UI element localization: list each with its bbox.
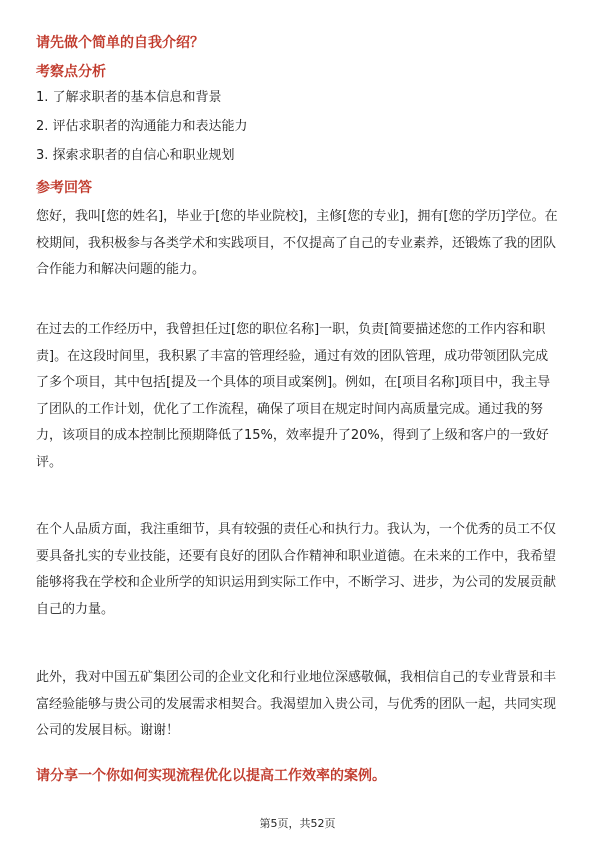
analysis-point: 1. 了解求职者的基本信息和背景 xyxy=(36,90,222,105)
next-question-heading: 请分享一个你如何实现流程优化以提高工作效率的案例。 xyxy=(36,768,386,784)
answer-paragraph: 在个人品质方面，我注重细节，具有较强的责任心和执行力。我认为，一个优秀的员工不仅要具备扎实的专业技能，还要有良好的团队合作精神和职业道德。在未来的工作中，我希望能够将我在学校和企业所学的知识运用到实际工作中，不断学习、进步，为公司的发展贡献自己的力量。 xyxy=(36,522,557,617)
page-footer: 第5页，共52页 xyxy=(259,817,336,830)
answer-paragraph: 此外，我对中国五矿集团公司的企业文化和行业地位深感敬佩，我相信自己的专业背景和丰富经验能够与贵公司的发展需求相契合。我渴望加入贵公司，与优秀的团队一起，共同实现公司的发展目标。谢谢！ xyxy=(36,670,557,738)
answer-paragraph: 您好，我叫[您的姓名]，毕业于[您的毕业院校]，主修[您的专业]，拥有[您的学历]学位。在校期间，我积极参与各类学术和实践项目，不仅提高了自己的专业素养，还锻炼了我的团队合作能力和解决问题的能力。 xyxy=(36,209,558,277)
analysis-section-title: 考察点分析 xyxy=(36,64,106,80)
analysis-point: 3. 探索求职者的自信心和职业规划 xyxy=(36,148,235,163)
analysis-point: 2. 评估求职者的沟通能力和表达能力 xyxy=(36,119,248,134)
question-heading: 请先做个简单的自我介绍？ xyxy=(36,35,204,51)
answer-section-title: 参考回答 xyxy=(36,180,92,196)
answer-paragraph: 在过去的工作经历中，我曾担任过[您的职位名称]一职，负责[简要描述您的工作内容和职责]。在这段时间里，我积累了丰富的管理经验，通过有效的团队管理，成功带领团队完成了多个项目，其中包括[提及一个具体的项目或案例]。例如，在[项目名称]项目中，我主导了团队的工作计划，优化了工作流程，确保了项目在规定时间内高质量完成。通过我的努力，该项目的成本控制比预期降低了15%，效率提升了20%，得到了上级和客户的一致好评。 xyxy=(36,322,551,470)
